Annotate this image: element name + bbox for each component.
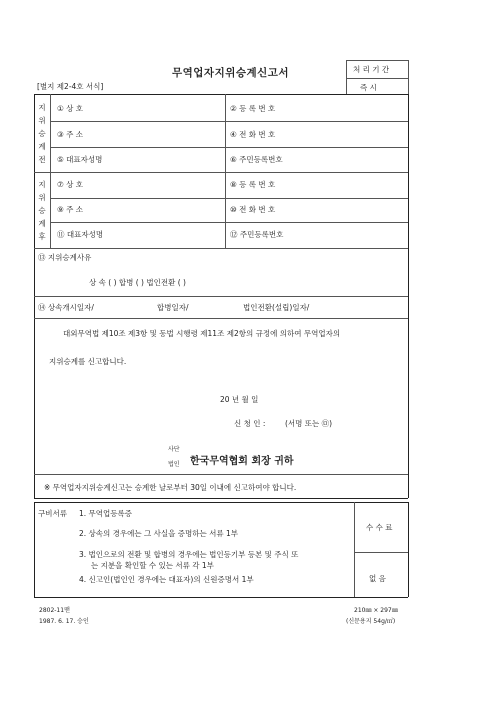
- fee-label: 수 수 료: [366, 523, 393, 532]
- transferee-name-label: ⑦ 상 호: [57, 180, 83, 189]
- transferor-rep-label: ⑤ 대표자성명: [57, 155, 103, 164]
- side-char: 승: [38, 206, 46, 215]
- transferee-phone-label: ⑩ 전 화 번 호: [230, 205, 276, 214]
- corp-label-bottom: 법인: [168, 461, 180, 468]
- side-char: 계: [38, 142, 46, 151]
- approval-date: 1987. 6. 17. 승인: [39, 618, 89, 625]
- transferor-rrn-label: ⑥ 주민등록번호: [230, 155, 283, 164]
- side-char: 후: [38, 232, 46, 241]
- transferee-regno-label: ⑧ 등 록 번 호: [230, 180, 276, 189]
- addressee: 한국무역협회 회장 귀하: [190, 456, 294, 467]
- inheritance-date-label: ⑭ 상속개시일자/: [38, 303, 94, 312]
- merger-date-label: 합병일자/: [157, 303, 189, 312]
- transferor-address-label: ③ 주 소: [57, 130, 83, 139]
- form-code: 2802-11맨: [39, 607, 70, 614]
- body-line-1: 대외무역법 제10조 제3항 및 동법 시행령 제11조 제2항의 규정에 의하여 무역업자의: [63, 329, 341, 338]
- attachment-item-3a: 3. 법인으로의 전환 및 합병의 경우에는 법인등기부 등본 및 주식 또: [79, 550, 299, 559]
- form-title: 무역업자지위승계신고서: [172, 67, 290, 79]
- succession-reason-options: 상 속 ( ) 합병 ( ) 법인전환 ( ): [89, 278, 186, 287]
- processing-value: 즉 시: [360, 83, 377, 92]
- fee-value: 없 음: [369, 574, 386, 583]
- transferee-rep-label: ⑪ 대표자성명: [57, 230, 104, 239]
- paper-type: (신문용지 54g/㎡): [346, 618, 396, 625]
- transferee-rrn-label: ⑫ 주민등록번호: [230, 230, 284, 239]
- filing-notice: ※ 무역업자지위승계신고는 승계한 날로부터 30일 이내에 신고하여야 합니다.: [44, 483, 297, 492]
- applicant-label: 신 청 인 :: [234, 419, 266, 428]
- transferor-regno-label: ② 등 록 번 호: [230, 104, 276, 113]
- attachment-item-3b: 는 지분을 확인할 수 있는 서류 각 1부: [91, 561, 214, 570]
- application-date: 20 년 월 일: [220, 395, 259, 404]
- form-number: [별지 제2-4호 서식]: [37, 82, 104, 91]
- transferor-name-label: ① 상 호: [57, 104, 83, 113]
- corp-label-top: 사단: [168, 446, 180, 453]
- signature-or-seal: (서명 또는 ㉤): [285, 419, 333, 428]
- transferee-address-label: ⑨ 주 소: [57, 205, 83, 214]
- processing-label: 처 리 기 간: [353, 65, 390, 74]
- paper-size: 210㎜ × 297㎜: [354, 607, 398, 614]
- attachments-label: 구비서류: [38, 509, 67, 518]
- succession-reason-label: ⑬ 지위승계사유: [38, 253, 92, 262]
- body-line-2: 지위승계를 신고합니다.: [49, 357, 127, 366]
- attachment-item-2: 2. 상속의 경우에는 그 사실을 증명하는 서류 1부: [79, 529, 239, 538]
- attachment-item-4: 4. 신고인(법인인 경우에는 대표자)의 신원증명서 1부: [79, 575, 254, 584]
- side-char: 승: [38, 129, 46, 138]
- attachment-item-1: 1. 무역업등록증: [79, 509, 133, 518]
- side-char: 위: [38, 193, 46, 202]
- side-char: 계: [38, 219, 46, 228]
- conversion-date-label: 법인전환(설립)일자/: [243, 303, 310, 312]
- side-char: 위: [38, 116, 46, 125]
- side-char: 지: [38, 103, 46, 112]
- side-char: 전: [38, 155, 46, 164]
- side-char: 지: [38, 180, 46, 189]
- transferor-phone-label: ④ 전 화 번 호: [230, 130, 276, 139]
